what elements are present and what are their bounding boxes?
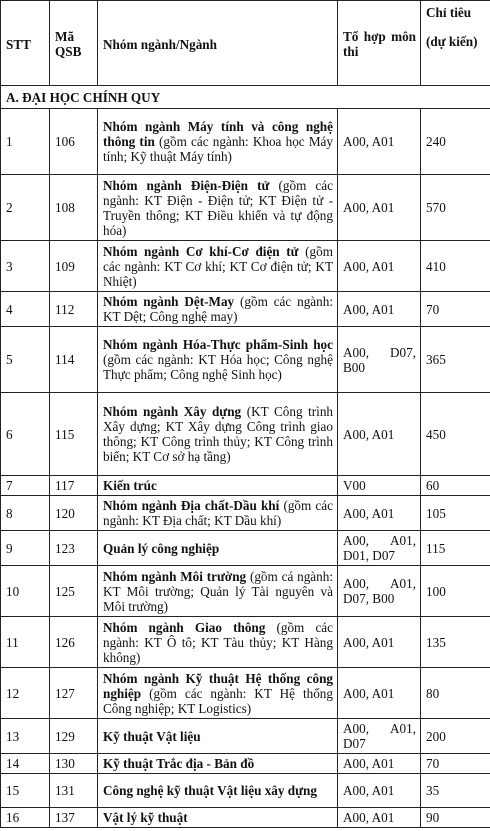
row-quota: 410 [421, 241, 490, 292]
row-name [98, 241, 338, 292]
row-quota: 35 [421, 774, 490, 808]
row-stt: 16 [1, 808, 50, 828]
row-code: 127 [50, 668, 98, 719]
row-stt: 8 [1, 496, 50, 531]
row-combo: A00, A01 [338, 754, 421, 774]
row-quota: 200 [421, 719, 490, 754]
row-stt: 2 [1, 175, 50, 241]
row-name-detail: (gồm các ngành: KT Hệ thống Công nghiệp; KT Logistics) [103, 685, 333, 716]
table-row [1, 566, 490, 617]
row-name [98, 531, 338, 566]
row-name-bold: Nhóm ngành Điện-Điện tử [103, 177, 270, 193]
row-name [98, 109, 338, 175]
header-combo: Tổ hợp môn thi [338, 1, 421, 86]
row-combo: A00, A01 [338, 241, 421, 292]
row-stt: 1 [1, 109, 50, 175]
row-code: 117 [50, 476, 98, 496]
row-code: 108 [50, 175, 98, 241]
row-combo: A00, A01, D07, B00 [338, 566, 421, 617]
row-stt: 13 [1, 719, 50, 754]
row-stt: 5 [1, 327, 50, 393]
row-name [98, 327, 338, 393]
row-stt: 14 [1, 754, 50, 774]
row-combo: A00, A01, D07 [338, 719, 421, 754]
table-row [1, 668, 490, 719]
row-name-bold: Nhóm ngành Kỹ thuật Hệ thống công nghiệp [103, 670, 333, 701]
row-name-bold: Nhóm ngành Địa chất-Dầu khí [103, 498, 280, 513]
row-combo: A00, A01 [338, 496, 421, 531]
row-quota: 450 [421, 393, 490, 476]
row-name-bold: Kỹ thuật Vật liệu [103, 728, 201, 744]
row-stt: 15 [1, 774, 50, 808]
row-code: 125 [50, 566, 98, 617]
table-row [1, 719, 490, 754]
header-quota-line1: Chỉ tiêu [426, 5, 472, 20]
table-row [1, 175, 490, 241]
row-name [98, 719, 338, 754]
row-code: 109 [50, 241, 98, 292]
row-code: 137 [50, 808, 98, 828]
row-stt: 7 [1, 476, 50, 496]
row-quota: 70 [421, 292, 490, 327]
table-header-row [1, 1, 490, 86]
row-quota: 70 [421, 754, 490, 774]
table-row [1, 292, 490, 327]
row-code: 112 [50, 292, 98, 327]
row-code: 123 [50, 531, 98, 566]
table-row [1, 774, 490, 808]
table-row [1, 496, 490, 531]
table-row [1, 393, 490, 476]
row-combo: A00, A01 [338, 668, 421, 719]
row-name-detail: (gồm các ngành: KT Ô tô; KT Tàu thủy; KT Hàng không) [103, 619, 333, 665]
row-stt: 4 [1, 292, 50, 327]
row-name-bold: Nhóm ngành Hóa-Thực phẩm-Sinh học [103, 337, 333, 352]
row-name-bold: Kỹ thuật Trắc địa - Bản đồ [103, 756, 255, 771]
row-combo: A00, A01 [338, 175, 421, 241]
row-name-bold: Công nghệ kỹ thuật Vật liệu xây dựng [103, 783, 317, 798]
row-stt: 12 [1, 668, 50, 719]
table-row [1, 531, 490, 566]
row-code: 106 [50, 109, 98, 175]
row-combo: A00, D07, B00 [338, 327, 421, 393]
header-quota [421, 1, 490, 86]
row-stt: 11 [1, 617, 50, 668]
row-quota: 90 [421, 808, 490, 828]
row-name-bold: Kiến trúc [103, 478, 157, 493]
row-name-bold: Nhóm ngành Môi trường [103, 568, 247, 584]
row-quota: 100 [421, 566, 490, 617]
section-row [1, 86, 490, 109]
header-stt: STT [1, 1, 50, 86]
row-stt: 10 [1, 566, 50, 617]
row-name [98, 292, 338, 327]
table-row [1, 754, 490, 774]
section-title: A. ĐẠI HỌC CHÍNH QUY [1, 86, 490, 109]
row-name [98, 175, 338, 241]
row-stt: 9 [1, 531, 50, 566]
row-name-bold: Nhóm ngành Xây dựng [103, 404, 242, 419]
row-name-detail: (gồm các ngành: KT Dệt; Công nghệ may) [103, 294, 333, 324]
table-row [1, 327, 490, 393]
table-row [1, 109, 490, 175]
row-combo: A00, A01, D01, D07 [338, 531, 421, 566]
table-row [1, 808, 490, 828]
table-row [1, 241, 490, 292]
row-name-bold: Nhóm ngành Dệt-May [103, 294, 235, 309]
row-stt: 3 [1, 241, 50, 292]
header-quota-line2: (dự kiến) [426, 34, 478, 49]
row-quota: 115 [421, 531, 490, 566]
row-name [98, 496, 338, 531]
row-name-detail: (gồm các ngành: KT Hóa học; Công nghệ Thực phẩm; Công nghệ Sinh học) [103, 352, 333, 382]
row-name-bold: Quản lý công nghiệp [103, 540, 220, 556]
row-stt: 6 [1, 393, 50, 476]
row-combo: A00, A01 [338, 292, 421, 327]
row-name-detail: (gồm các ngành: KT Điện - Điện tử; KT Điện tử - Truyền thông; KT Điều khiển và tự động hóa) [103, 177, 333, 238]
row-quota: 240 [421, 109, 490, 175]
row-name-bold: Vật lý kỹ thuật [103, 810, 188, 825]
header-group: Nhóm ngành/Ngành [98, 1, 338, 86]
row-name [98, 617, 338, 668]
row-name [98, 754, 338, 774]
row-name-detail: (gồm các ngành: KT Cơ khí; KT Cơ điện tử; KT Nhiệt) [103, 243, 333, 289]
row-quota: 135 [421, 617, 490, 668]
row-name [98, 808, 338, 828]
row-name-detail: (gồm cá ngành: KT Môi trường; Quản lý Tài nguyên và Môi trường) [103, 568, 333, 614]
row-quota: 60 [421, 476, 490, 496]
row-name-bold: Nhóm ngành Cơ khí-Cơ điện tử [103, 243, 299, 259]
row-name-bold: Nhóm ngành Giao thông [103, 619, 266, 635]
row-code: 131 [50, 774, 98, 808]
row-combo: A00, A01 [338, 393, 421, 476]
row-name-detail: (KT Công trình Xây dựng; KT Xây dựng Công trình giao thông; KT Công trình thủy; KT Công trình biển; KT Cơ sở hạ tầng) [103, 404, 334, 464]
row-code: 114 [50, 327, 98, 393]
row-quota: 570 [421, 175, 490, 241]
row-name-detail: (gồm các ngành: Khoa học Máy tính; Kỹ thuật Máy tính) [103, 134, 333, 164]
row-combo: A00, A01 [338, 774, 421, 808]
row-combo: A00, A01 [338, 109, 421, 175]
row-code: 120 [50, 496, 98, 531]
table-row [1, 617, 490, 668]
row-name [98, 566, 338, 617]
row-name-detail: (gồm các ngành: KT Địa chất; KT Dầu khí) [103, 498, 333, 528]
row-combo: V00 [338, 476, 421, 496]
row-quota: 365 [421, 327, 490, 393]
row-quota: 80 [421, 668, 490, 719]
row-name [98, 774, 338, 808]
row-name-bold: Nhóm ngành Máy tính và công nghệ thông tin [103, 119, 333, 149]
row-code: 129 [50, 719, 98, 754]
table-row [1, 476, 490, 496]
row-name [98, 476, 338, 496]
row-quota: 105 [421, 496, 490, 531]
row-code: 115 [50, 393, 98, 476]
row-combo: A00, A01 [338, 617, 421, 668]
header-code: Mã QSB [50, 1, 98, 86]
row-name [98, 668, 338, 719]
row-name [98, 393, 338, 476]
row-code: 126 [50, 617, 98, 668]
row-code: 130 [50, 754, 98, 774]
row-combo: A00, A01 [338, 808, 421, 828]
